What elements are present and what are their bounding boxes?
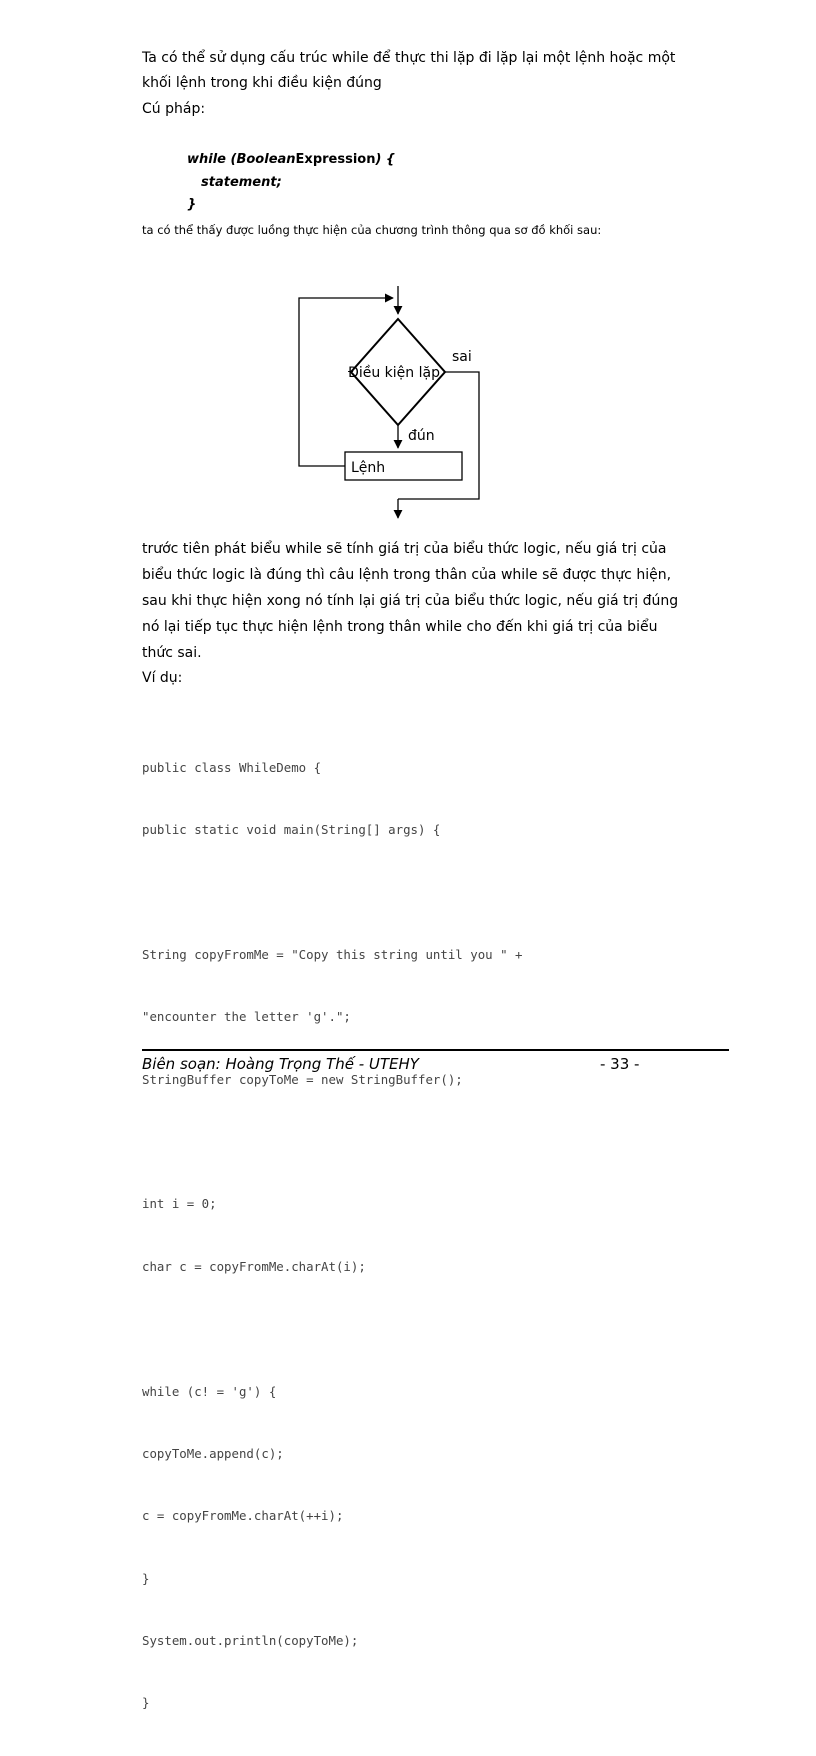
explanation-line-1: trước tiên phát biểu while sẽ tính giá trị của biểu thức logic, nếu giá trị của bbox=[142, 541, 667, 557]
explanation-line-4: nó lại tiếp tục thực hiện lệnh trong thân while cho đến khi giá trị của biểu bbox=[142, 619, 658, 635]
code-line: public static void main(String[] args) { bbox=[142, 821, 441, 837]
flow-intro: ta có thể thấy được luồng thực hiện của chương trình thông qua sơ đồ khối sau: bbox=[142, 223, 602, 237]
page-number: - 33 - bbox=[600, 1055, 640, 1073]
syntax-while-keyword: while ( bbox=[187, 152, 237, 167]
code-line: while (c! = 'g') { bbox=[142, 1383, 277, 1399]
condition-label: Điều kiện lặp bbox=[348, 365, 440, 381]
intro-line-2: khối lệnh trong khi điều kiện đúng bbox=[142, 75, 382, 91]
code-line: } bbox=[142, 1695, 150, 1711]
syntax-boolean: Boolean bbox=[236, 152, 296, 167]
syntax-label: Cú pháp: bbox=[142, 101, 206, 117]
code-line: StringBuffer copyToMe = new StringBuffer(); bbox=[142, 1071, 463, 1087]
code-line: public class WhileDemo { bbox=[142, 759, 322, 775]
code-line: char c = copyFromMe.charAt(i); bbox=[142, 1258, 366, 1274]
statement-label: Lệnh bbox=[351, 460, 386, 476]
explanation-line-5: thức sai. bbox=[142, 645, 202, 661]
loop-back-arrow bbox=[299, 298, 393, 466]
code-line: c = copyFromMe.charAt(++i); bbox=[142, 1508, 344, 1524]
code-line: "encounter the letter 'g'."; bbox=[142, 1009, 351, 1025]
code-line: String copyFromMe = "Copy this string until you " + bbox=[142, 946, 523, 962]
example-label: Ví dụ: bbox=[142, 670, 183, 686]
while-flowchart bbox=[290, 280, 500, 525]
code-line: copyToMe.append(c); bbox=[142, 1445, 284, 1461]
code-line: int i = 0; bbox=[142, 1196, 217, 1212]
syntax-while-line bbox=[187, 152, 395, 167]
code-line bbox=[142, 1319, 522, 1340]
syntax-close-brace: } bbox=[187, 197, 197, 212]
syntax-statement: statement; bbox=[201, 175, 282, 190]
syntax-expression: Expression bbox=[295, 152, 376, 167]
footer-author: Biên soạn: Hoàng Trọng Thế - UTEHY bbox=[142, 1055, 419, 1073]
footer-divider bbox=[142, 1049, 729, 1051]
code-line bbox=[142, 882, 522, 903]
false-label: sai bbox=[452, 349, 472, 365]
code-line bbox=[142, 1132, 522, 1153]
true-label: đún bbox=[408, 428, 435, 444]
intro-line-1: Ta có thể sử dụng cấu trúc while để thực thi lặp đi lặp lại một lệnh hoặc một bbox=[142, 50, 676, 66]
code-line: } bbox=[142, 1570, 150, 1586]
syntax-open-brace: ) { bbox=[375, 152, 396, 167]
explanation-line-3: sau khi thực hiện xong nó tính lại giá trị của biểu thức logic, nếu giá trị đúng bbox=[142, 593, 679, 609]
code-block bbox=[142, 716, 522, 1756]
code-line: System.out.println(copyToMe); bbox=[142, 1633, 359, 1649]
explanation-line-2: biểu thức logic là đúng thì câu lệnh trong thân của while sẽ được thực hiện, bbox=[142, 567, 672, 583]
